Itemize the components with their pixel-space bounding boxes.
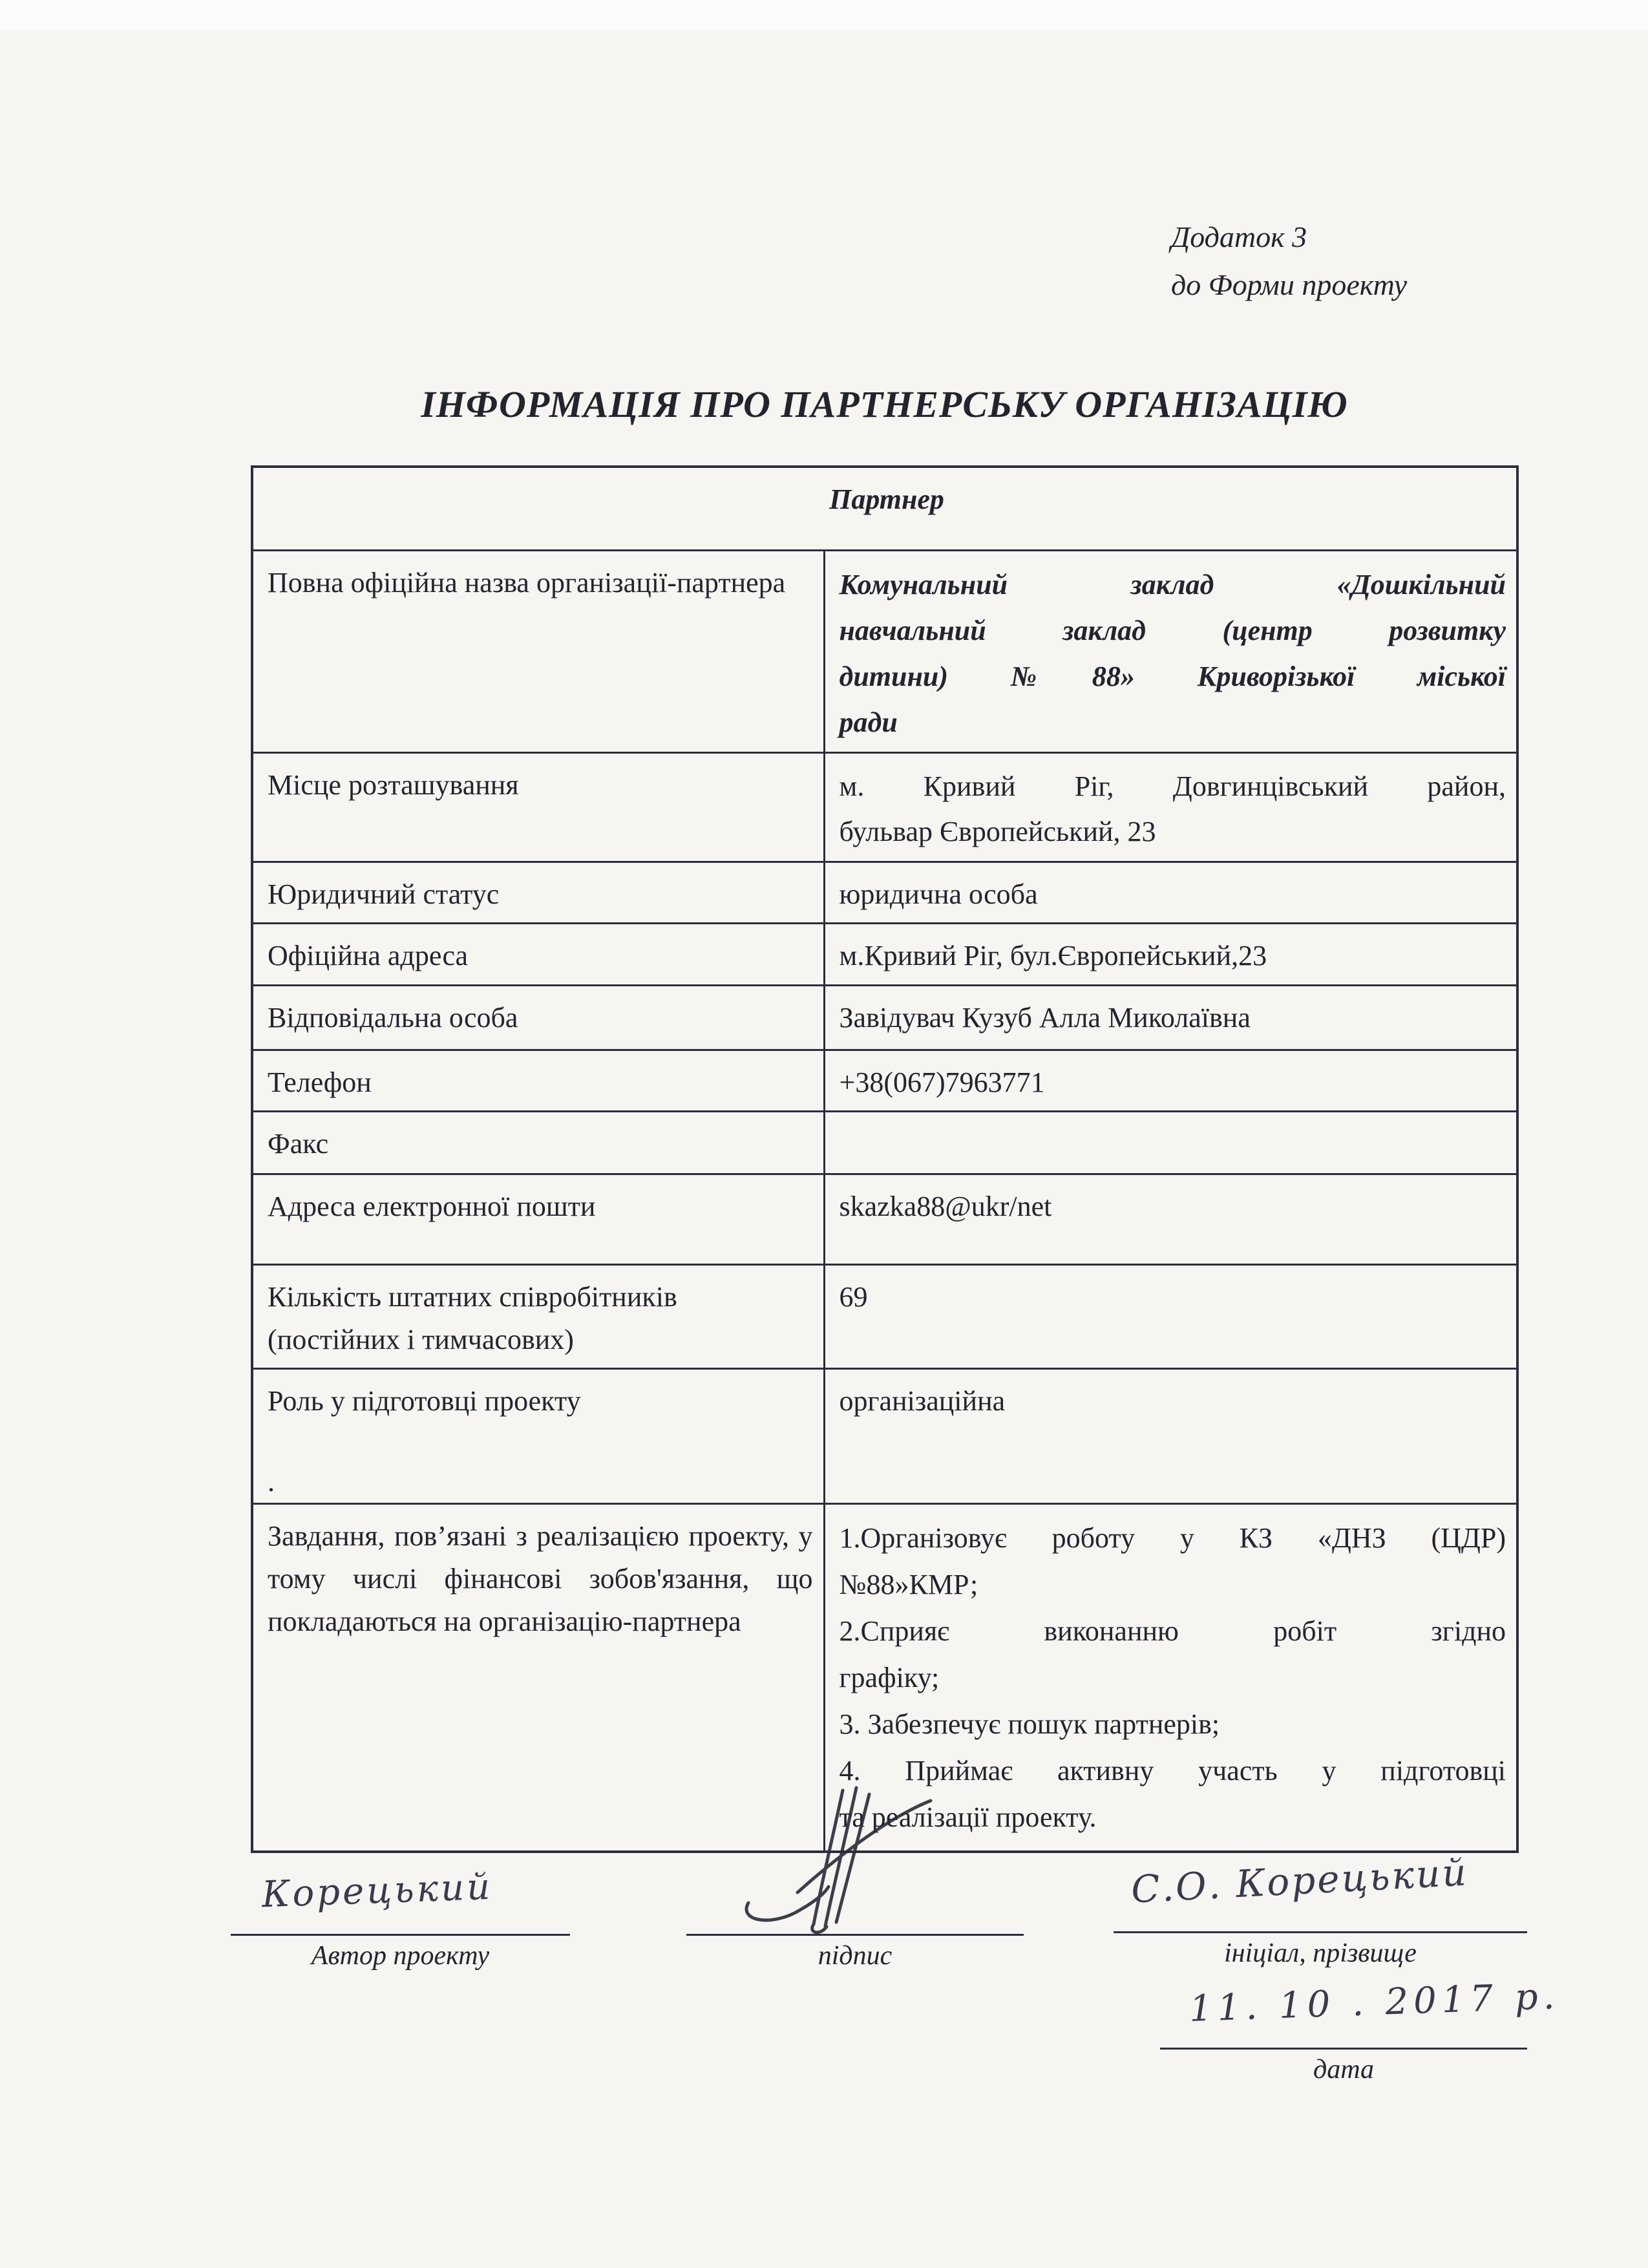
value-line: №88»КМР; [839,1568,978,1600]
row-official-address-label: Офіційна адреса [252,923,824,985]
date-handwriting: 11. 10 . 2017 р. [1188,1975,1561,2030]
row-official-address-value: м.Кривий Ріг, бул.Європейський,23 [824,923,1517,985]
partner-header-cell: Партнер [252,467,1517,550]
value-line: графіку; [839,1661,940,1693]
row-email-value: skazka88@ukr/net [824,1174,1517,1264]
value-line: 1.Організовує роботу у КЗ «ДНЗ (ЦДР) [839,1521,1506,1554]
table-row [252,923,1517,985]
table-row [252,1368,1517,1503]
row-legal-status-value: юридична особа [824,862,1517,923]
date-caption: дата [1313,2055,1375,2084]
value-line: бульвар Європейський, 23 [839,815,1156,847]
author-surname-handwriting: Корецький [260,1865,494,1916]
value-line: м. Кривий Ріг, Довгинцівський район, [839,770,1506,802]
table-row [252,1111,1517,1174]
label-text: Роль у підготовці проекту [268,1384,581,1417]
signature-caption: підпис [818,1941,893,1971]
row-responsible-person-label: Відповідальна особа [252,985,824,1050]
row-full-name-label: Повна офіційна назва організації-партнера [252,550,824,752]
initials-line [1114,1931,1527,1933]
value-line: ради [839,706,898,738]
table-row [252,1174,1517,1264]
author-caption: Автор проекту [311,1941,490,1971]
appendix-line-2: до Форми проекту [1171,268,1408,301]
signature-line [686,1934,1024,1936]
row-responsible-person-value: Завідувач Кузуб Алла Миколаївна [824,985,1517,1050]
row-fax-value [824,1111,1517,1174]
value-line: дитини) №88» Криворізької міської [839,660,1506,692]
appendix-line-1: Додаток 3 [1171,220,1307,253]
value-line: 2.Сприяє виконанню робіт згідно [839,1615,1506,1647]
table-row [252,1264,1517,1368]
author-signature-line [231,1934,570,1936]
value-line: 4. Приймає активну участь у підготовці [839,1754,1506,1786]
row-project-role-label [252,1368,824,1503]
row-staff-count-value: 69 [824,1264,1517,1368]
document-title: ІНФОРМАЦІЯ ПРО ПАРТНЕРСЬКУ ОРГАНІЗАЦІЮ [421,383,1348,425]
value-line: та реалізації проекту. [839,1801,1097,1833]
row-fax-label: Факс [252,1111,824,1174]
row-location-label: Місце розташування [252,752,824,862]
table-row [252,862,1517,923]
appendix-note [1171,213,1407,309]
row-email-label: Адреса електронної пошти [252,1174,824,1264]
scan-top-band [0,0,1648,30]
row-full-name-value [824,550,1517,752]
value-line: 3. Забезпечує пошук партнерів; [839,1708,1220,1740]
initials-surname-handwriting: С.О. Корецький [1130,1850,1470,1912]
row-staff-count-label: Кількість штатних співробітників (постійних і тимчасових) [252,1264,824,1368]
row-project-role-value: організаційна [824,1368,1517,1503]
table-header-row [252,467,1517,550]
signature-scribble-icon [735,1783,949,1938]
table-row [252,1050,1517,1111]
partner-info-table [251,465,1519,1853]
table-row [252,752,1517,862]
row-location-value [824,752,1517,862]
label-stray-dot: . [268,1465,275,1498]
table-row [252,550,1517,752]
row-tasks-label: Завдання, пов’язані з реалізацією проекту, у тому числі фінансові зобов'язання, що покладаються на організацію-партнера [252,1503,824,1852]
value-line: навчальний заклад (центр розвитку [839,614,1506,646]
row-phone-label: Телефон [252,1050,824,1111]
initials-caption: ініціал, прізвище [1224,1938,1417,1968]
table-row [252,985,1517,1050]
row-legal-status-label: Юридичний статус [252,862,824,923]
value-line: Комунальний заклад «Дошкільний [839,568,1506,600]
row-phone-value: +38(067)7963771 [824,1050,1517,1111]
date-line [1160,2048,1527,2050]
